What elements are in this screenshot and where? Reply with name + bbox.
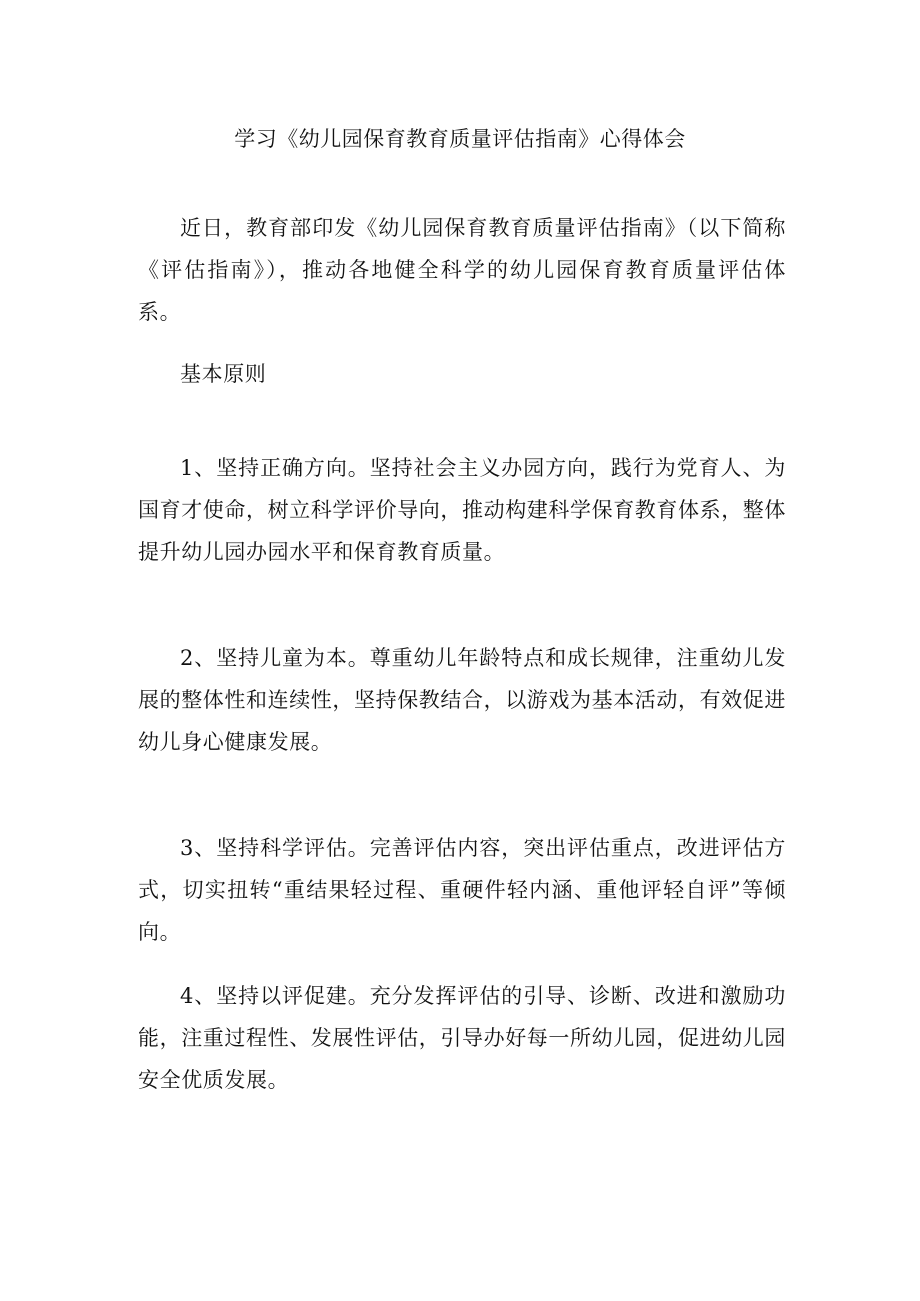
- document-title: 学习《幼儿园保育教育质量评估指南》心得体会: [234, 127, 686, 151]
- principle-item-4: 4、坚持以评促建。充分发挥评估的引导、诊断、改进和激励功能，注重过程性、发展性评估，引导办好每一所幼儿园，促进幼儿园安全优质发展。: [138, 984, 786, 1092]
- principle-item-1: 1、坚持正确方向。坚持社会主义办园方向，践行为党育人、为国育才使命，树立科学评价导向，推动构建科学保育教育体系，整体提升幼儿园办园水平和保育教育质量。: [138, 456, 786, 564]
- intro-paragraph: 近日，教育部印发《幼儿园保育教育质量评估指南》（以下简称《评估指南》），推动各地健全科学的幼儿园保育教育质量评估体系。: [138, 216, 786, 324]
- principle-item-2: 2、坚持儿童为本。尊重幼儿年龄特点和成长规律，注重幼儿发展的整体性和连续性，坚持保教结合，以游戏为基本活动，有效促进幼儿身心健康发展。: [138, 646, 786, 754]
- principle-item-3: 3、坚持科学评估。完善评估内容，突出评估重点，改进评估方式，切实扭转“重结果轻过程、重硬件轻内涵、重他评轻自评”等倾向。: [138, 836, 786, 944]
- section-heading: 基本原则: [180, 362, 267, 386]
